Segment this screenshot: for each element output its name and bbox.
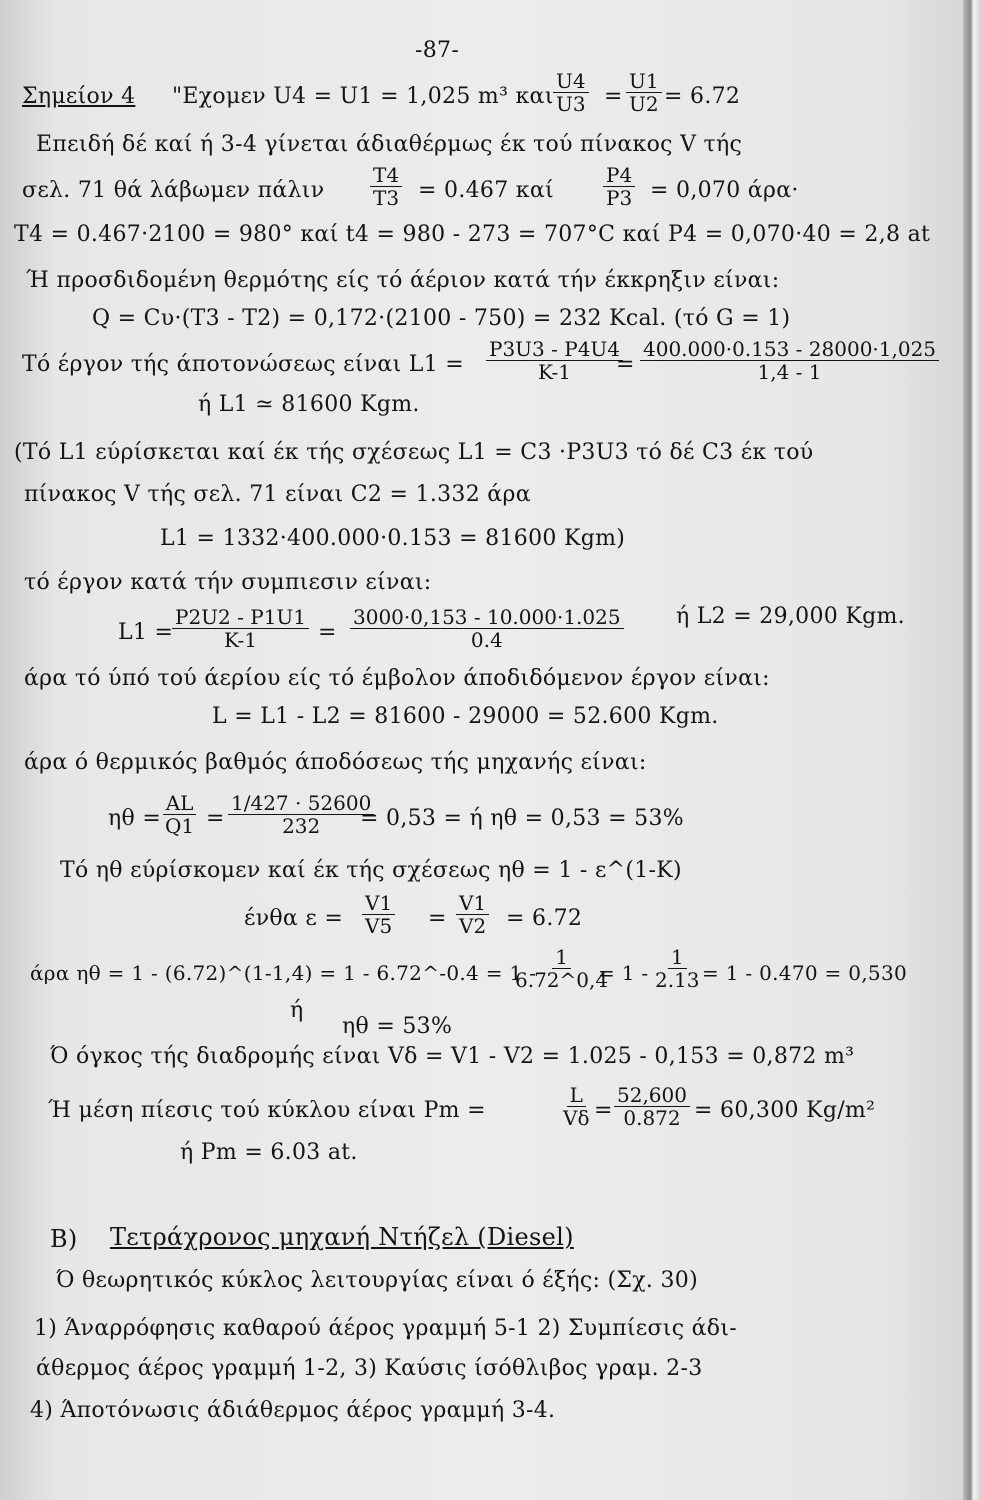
numerator: U1: [626, 70, 662, 93]
numerator: 1/427 · 52600: [228, 792, 374, 815]
line-6: Q = Cυ·(T3 - T2) = 0,172·(2100 - 750) = 232 Kcal. (τό G = 1): [92, 306, 791, 331]
numerator: P3U3 - P4U4: [486, 338, 623, 361]
line-24-a: Ή μέση πίεσις τού κύκλου είναι Pm =: [48, 1098, 486, 1123]
line-24-c: = 60,300 Kg/m²: [694, 1098, 876, 1123]
fraction-v1-v5: [362, 892, 395, 937]
fraction-v1-v2: [456, 892, 489, 937]
numerator: T4: [370, 164, 402, 187]
equals-sign: =: [616, 352, 635, 377]
line-3-a: σελ. 71 θά λάβωμεν πάλιν: [22, 178, 325, 203]
line-10: πίνακος V τής σελ. 71 είναι C2 = 1.332 άρα: [24, 482, 531, 507]
denominator: 2.13: [655, 968, 700, 992]
equals-sign: =: [604, 84, 623, 109]
denominator: P3: [606, 186, 633, 210]
line-20-b: = 1 -: [598, 961, 649, 985]
line-1-end: = 6.72: [664, 84, 741, 109]
fraction-al-q1: [162, 792, 197, 837]
fraction-compression: [172, 606, 309, 651]
line-7-a: Τό έργον τής άποτονώσεως είναι L1 =: [22, 352, 465, 377]
denominator: K-1: [224, 628, 257, 652]
page-edge: [963, 0, 981, 1500]
page-number: -87-: [415, 38, 460, 63]
numerator: AL: [163, 792, 197, 815]
line-9: (Τό L1 εύρίσκεται καί έκ τής σχέσεως L1 = C3 ·P3U3 τό δέ C3 έκ τού: [14, 440, 814, 465]
denominator: V5: [365, 914, 393, 938]
line-28: 1) Άναρρόφησις καθαρού άέρος γραμμή 5-1 2) Συμπίεσις άδι-: [34, 1316, 737, 1341]
fraction-p4-p3: [603, 164, 635, 209]
equals-sign: =: [318, 620, 337, 645]
line-3-b: = 0.467 καί: [418, 178, 554, 203]
numerator: P2U2 - P1U1: [172, 606, 309, 629]
numerator: 52,600: [614, 1084, 690, 1107]
line-13-c: ή L2 = 29,000 Kgm.: [676, 604, 905, 629]
line-20-a: άρα ηθ = 1 - (6.72)^(1-1,4) = 1 - 6.72^-0.4 = 1 -: [30, 961, 537, 985]
line-20-c: = 1 - 0.470 = 0,530: [702, 961, 907, 985]
fraction-t4-t3: [370, 164, 402, 209]
numerator: P4: [603, 164, 635, 187]
line-5: Ή προσδιδομένη θερμότης είς τό άέριον κατά τήν έκκρηξιν είναι:: [26, 268, 780, 293]
numerator: 400.000·0.153 - 28000·1,025: [640, 338, 939, 361]
fraction-l-vd: [560, 1084, 592, 1129]
line-19-c: = 6.72: [506, 906, 583, 931]
denominator: T3: [373, 186, 400, 210]
line-18: Τό ηθ εύρίσκομεν καί έκ τής σχέσεως ηθ = 1 - ε^(1-K): [60, 858, 682, 883]
fraction-pm: [614, 1084, 690, 1129]
line-17-a: ηθ =: [108, 806, 162, 831]
numerator: U4: [553, 70, 589, 93]
line-22: ηθ = 53%: [342, 1014, 453, 1039]
numerator: V1: [456, 892, 489, 915]
denominator: 0.872: [623, 1106, 681, 1130]
line-12: τό έργον κατά τήν συμπιεσιν είναι:: [24, 570, 432, 595]
line-25: ή Pm = 6.03 at.: [180, 1140, 358, 1165]
line-19-a: ένθα ε =: [244, 906, 344, 931]
fraction-work-values: [640, 338, 939, 383]
fraction-u1-u2: [626, 70, 662, 115]
fraction-one-over-213: [652, 946, 703, 991]
denominator: Q1: [165, 814, 195, 838]
fraction-compression-values: [350, 606, 624, 651]
line-4: T4 = 0.467·2100 = 980° καί t4 = 980 - 273 = 707°C καί P4 = 0,070·40 = 2,8 at: [14, 222, 931, 247]
line-23: Ό όγκος τής διαδρομής είναι Vδ = V1 - V2 = 1.025 - 0,153 = 0,872 m³: [50, 1044, 855, 1069]
equals-sign: =: [594, 1098, 613, 1123]
denominator: 0.4: [470, 628, 503, 652]
denominator: K-1: [538, 360, 571, 384]
numerator: 1: [552, 946, 571, 969]
line-17-c: = 0,53 = ή ηθ = 0,53 = 53%: [360, 806, 684, 831]
line-14: άρα τό ύπό τού άερίου είς τό έμβολον άποδιδόμενον έργον είναι:: [24, 666, 770, 691]
numerator: 3000·0,153 - 10.000·1.025: [350, 606, 624, 629]
line-8: ή L1 ≃ 81600 Kgm.: [198, 392, 420, 417]
line-1-text: "Εχομεν U4 = U1 = 1,025 m³ και: [172, 84, 554, 109]
denominator: 6.72^0,4: [515, 968, 609, 992]
denominator: 1,4 - 1: [757, 360, 822, 384]
numerator: V1: [362, 892, 395, 915]
section-letter: B): [50, 1225, 78, 1253]
denominator: 232: [282, 814, 321, 838]
line-30: 4) Άποτόνωσις άδιάθερμος άέρος γραμμή 3-4.: [30, 1398, 556, 1423]
line-15: L = L1 - L2 = 81600 - 29000 = 52.600 Kgm.: [212, 704, 719, 729]
line-11: L1 = 1332·400.000·0.153 = 81600 Kgm): [160, 526, 626, 551]
numerator: 1: [668, 946, 687, 969]
line-29: άθερμος άέρος γραμμή 1-2, 3) Καύσις ίσόθλιβος γραμ. 2-3: [36, 1356, 703, 1381]
line-21: ή: [290, 998, 304, 1023]
line-2: Επειδή δέ καί ή 3-4 γίνεται άδιαθέρμως έκ τού πίνακος V τής: [36, 132, 743, 157]
line-27: Ό θεωρητικός κύκλος λειτουργίας είναι ό έξής: (Σχ. 30): [56, 1268, 698, 1293]
denominator: U3: [556, 92, 586, 116]
line-16: άρα ό θερμικός βαθμός άποδόσεως τής μηχανής είναι:: [24, 750, 647, 775]
equals-sign: =: [428, 906, 447, 931]
fraction-u4-u3: [553, 70, 589, 115]
line-3-c: = 0,070 άρα·: [650, 178, 799, 203]
numerator: L: [567, 1084, 586, 1107]
denominator: U2: [629, 92, 659, 116]
fraction-efficiency: [228, 792, 374, 837]
fraction-one-over-672: [512, 946, 611, 991]
denominator: V2: [459, 914, 487, 938]
line-13-a: L1 =: [118, 620, 174, 645]
denominator: Vδ: [563, 1106, 590, 1130]
section-heading: Τετράχρονος μηχανή Ντήζελ (Diesel): [110, 1223, 574, 1251]
equals-sign: =: [206, 806, 225, 831]
point-label: Σημείον 4: [22, 84, 136, 109]
fraction-work-expansion: [486, 338, 623, 383]
